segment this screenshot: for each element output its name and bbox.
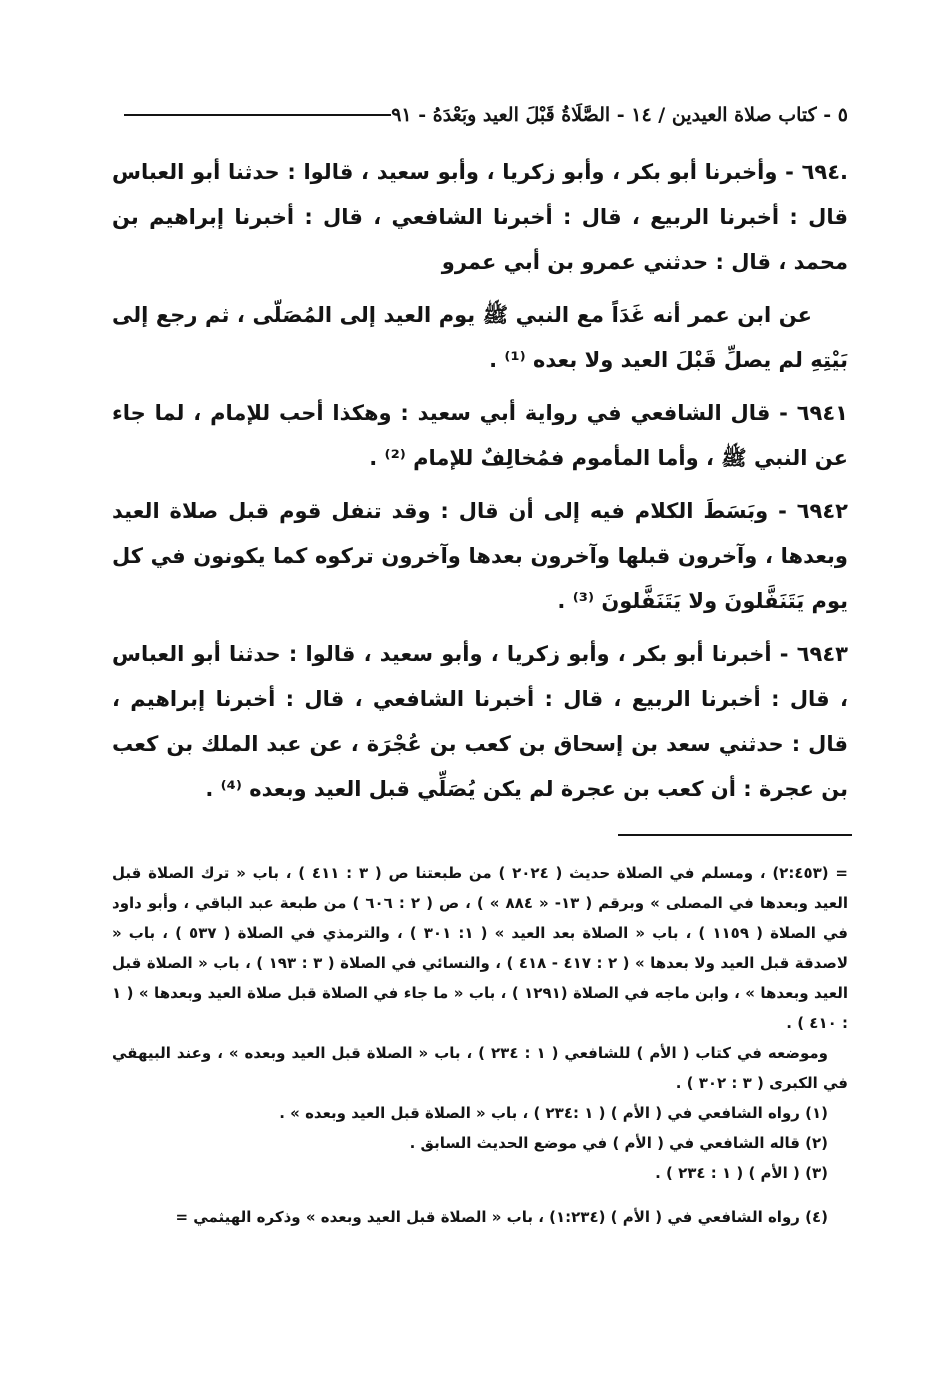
footnote-2: (٢) قاله الشافعي في ( الأم ) في موضع الحديث السابق . bbox=[409, 1134, 828, 1152]
page-header bbox=[112, 92, 848, 126]
footnote-continuation: = (٢:٤٥٣) ، ومسلم في الصلاة حديث ( ٢٠٢٤ ) من طبعتنا ص ( ٣ : ٤١١ ) ، باب « ترك الصلاة قبل العيد وبعدها في المصلى » وبرقم ( ١٣- « ٨٨٤ » ) ، ص ( ٢ : ٦٠٦ ) من طبعة عبد الباقي ، وأبو داود في الصلاة ( ١١٥٩ ) ، باب « الصلاة بعد العيد » ( ١: ٣٠١ ) ، والترمذي في الصلاة ( ٥٣٧ ) ، باب « لاصدقة قبل العيد ولا بعدها » ( ٢ : ٤١٧ - ٤١٨ ) ، والنسائي في الصلاة ( ٣ : ١٩٣ ) ، باب « الصلاة قبل العيد وبعدها » ، وابن ماجه في الصلاة (١٢٩١ ) ، باب « ما جاء في الصلاة قبل صلاة العيد وبعدها » ( ١ : ٤١٠ ) . bbox=[112, 864, 849, 1032]
hadith-6940-text: عن ابن عمر أنه غَدَاً مع النبي ﷺ يوم العيد إلى المُصَلّى ، ثم رجع إلى بَيْتِهِ لم يصلِّ قَبْلَ العيد ولا بعده ⁽¹⁾ . bbox=[112, 303, 848, 372]
hadith-6942: ٦٩٤٢ - وبَسَطَ الكلام فيه إلى أن قال : وقد تنفل قوم قبل صلاة العيد وبعدها ، وآخرون قبلها وآخرون بعدها وآخرون تركوه كما يكونون في كل يوم يَتَنَفَّلونَ ولا يَتَنَفَّلونَ ⁽³⁾ . bbox=[112, 499, 848, 613]
main-text bbox=[112, 150, 848, 820]
hadith-6941: ٦٩٤١ - قال الشافعي في رواية أبي سعيد : وهكذا أحب للإمام ، لما جاء عن النبي ﷺ ، وأما المأموم فمُخالِفٌ للإمام ⁽²⁾ . bbox=[112, 401, 848, 470]
footnote-location: وموضعه في كتاب ( الأم ) للشافعي ( ١ : ٢٣٤ ) ، باب « الصلاة قبل العيد وبعده » ، وعند البيهقي في الكبرى ( ٣ : ٣٠٢ ) . bbox=[112, 1044, 848, 1092]
footnotes bbox=[112, 858, 848, 1232]
footnote-divider bbox=[618, 834, 852, 836]
header-rule bbox=[124, 114, 391, 116]
hadith-6943: ٦٩٤٣ - أخبرنا أبو بكر ، وأبو زكريا ، وأبو سعيد ، قالوا : حدثنا أبو العباس ، قال : أخبرنا الربيع ، قال : أخبرنا الشافعي ، قال : أخبرنا إبراهيم ، قال : حدثني سعد بن إسحاق بن كعب بن عُجْرَة ، عن عبد الملك بن كعب بن عجرة : أن كعب بن عجرة لم يكن يُصَلِّي قبل العيد وبعده ⁽⁴⁾ . bbox=[112, 642, 848, 801]
hadith-6940-chain: .٦٩٤ - وأخبرنا أبو بكر ، وأبو زكريا ، وأبو سعيد ، قالوا : حدثنا أبو العباس قال : أخبرنا الربيع ، قال : أخبرنا الشافعي ، قال : أخبرنا إبراهيم بن محمد ، قال : حدثني عمرو بن أبي عمرو bbox=[112, 160, 848, 274]
footnote-4: (٤) رواه الشافعي في ( الأم ) (١:٢٣٤) ، باب « الصلاة قبل العيد وبعده » وذكره الهيثمي = bbox=[175, 1208, 828, 1226]
running-title: ٥ - كتاب صلاة العيدين / ١٤ - الصَّلَاةُ قَبْلَ العيد وبَعْدَهُ - ٩١ bbox=[391, 104, 848, 126]
footnote-1: (١) رواه الشافعي في ( الأم ) ( ١ :٢٣٤ ) ، باب « الصلاة قبل العيد وبعده » . bbox=[279, 1104, 828, 1122]
footnote-3: (٣) ( الأم ) ( ١ : ٢٣٤ ) . bbox=[655, 1164, 828, 1182]
